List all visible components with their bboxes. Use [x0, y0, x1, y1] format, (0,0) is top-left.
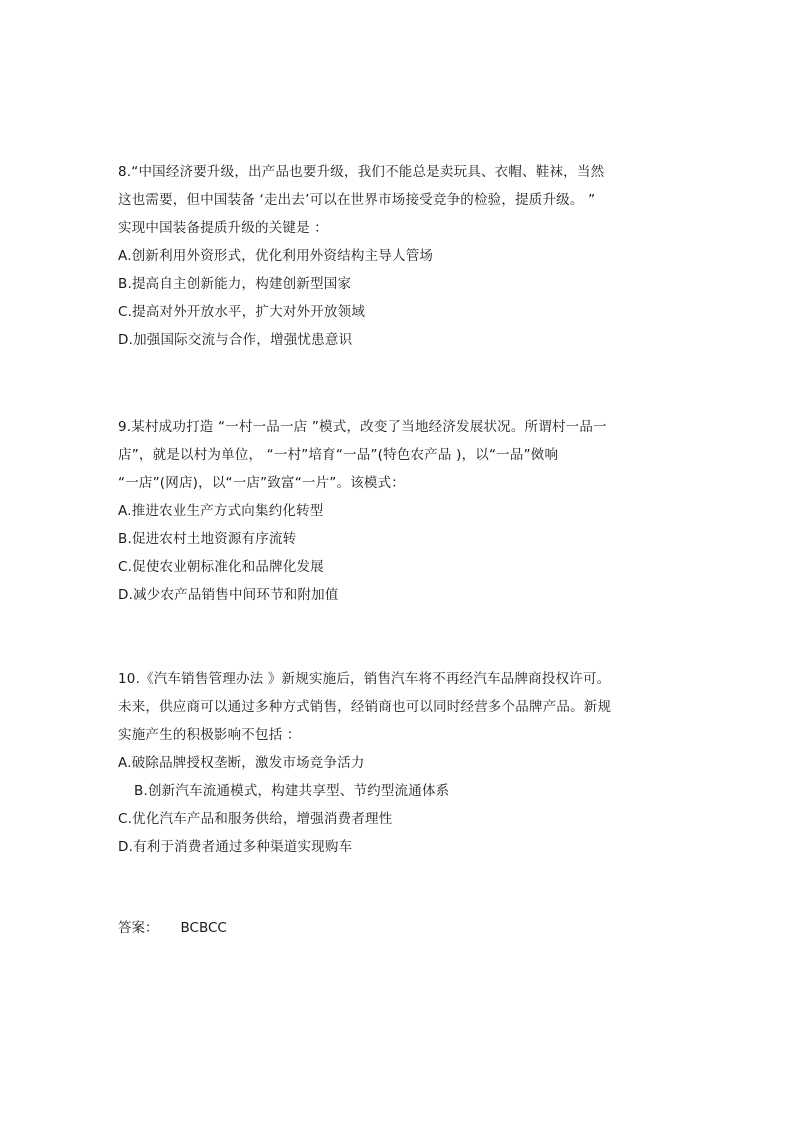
answer-value: BCBCC	[180, 920, 227, 936]
option-c: C.优化汽车产品和服务供给，增强消费者理性	[118, 811, 393, 827]
option-c: C.促使农业朝标准化和品牌化发展	[118, 559, 324, 575]
option-c: C.提高对外开放水平，扩大对外开放领域	[118, 304, 366, 320]
option-b: B.创新汽车流通模式，构建共享型、节约型流通体系	[134, 783, 450, 799]
option-a: A.推进农业生产方式向集约化转型	[118, 503, 324, 519]
question-10	[118, 665, 698, 861]
answer-key	[118, 914, 227, 942]
option-a: A.创新利用外资形式，优化利用外资结构主导人管场	[118, 248, 434, 264]
question-stem-line: 10.《汽车销售管理办法 》新规实施后，销售汽车将不再经汽车品牌商投权许可。	[118, 671, 611, 687]
question-stem-line: “一店”(网店)，以“一店”致富“一片”。该模式：	[118, 475, 405, 491]
question-stem-line: 9.某村成功打造 “一村一品一店 ”模式，改变了当地经济发展状况。所谓村一品一	[118, 419, 607, 435]
option-d: D.加强国际交流与合作，增强忧患意识	[118, 332, 353, 348]
question-stem-line: 这也需要，但中国装备 ‘走出去’可以在世界市场接受竞争的检验，提质升级。 ”	[118, 192, 596, 208]
option-a: A.破除品牌授权垄断，激发市场竞争活力	[118, 755, 365, 771]
question-stem-line: 实现中国装备提质升级的关键是 ：	[118, 220, 328, 236]
question-8	[118, 158, 698, 354]
answer-label: 答案：	[118, 920, 159, 936]
question-stem-line: 店”，就是以村为单位， “一村”培育“一品”(特色农产品 )，以“一品”傚响	[118, 447, 559, 463]
option-d: D.减少农产品销售中间环节和附加值	[118, 587, 339, 603]
option-d: D.有利于消费者通过多种渠道实现购车	[118, 839, 353, 855]
option-b: B.提高自主创新能力，构建创新型国家	[118, 276, 352, 292]
option-b: B.促进农村土地资源有序流转	[118, 531, 297, 547]
question-stem-line: 实施产生的积极影响不包括 ：	[118, 727, 301, 743]
question-stem-line: 未来，供应商可以通过多种方式销售，经销商也可以同时经营多个品牌产品。新规	[118, 699, 612, 715]
question-9	[118, 413, 698, 609]
question-stem-line: 8.“中国经济要升级，出产品也要升级，我们不能总是卖玩具、衣帽、鞋袜，当然	[118, 164, 605, 180]
